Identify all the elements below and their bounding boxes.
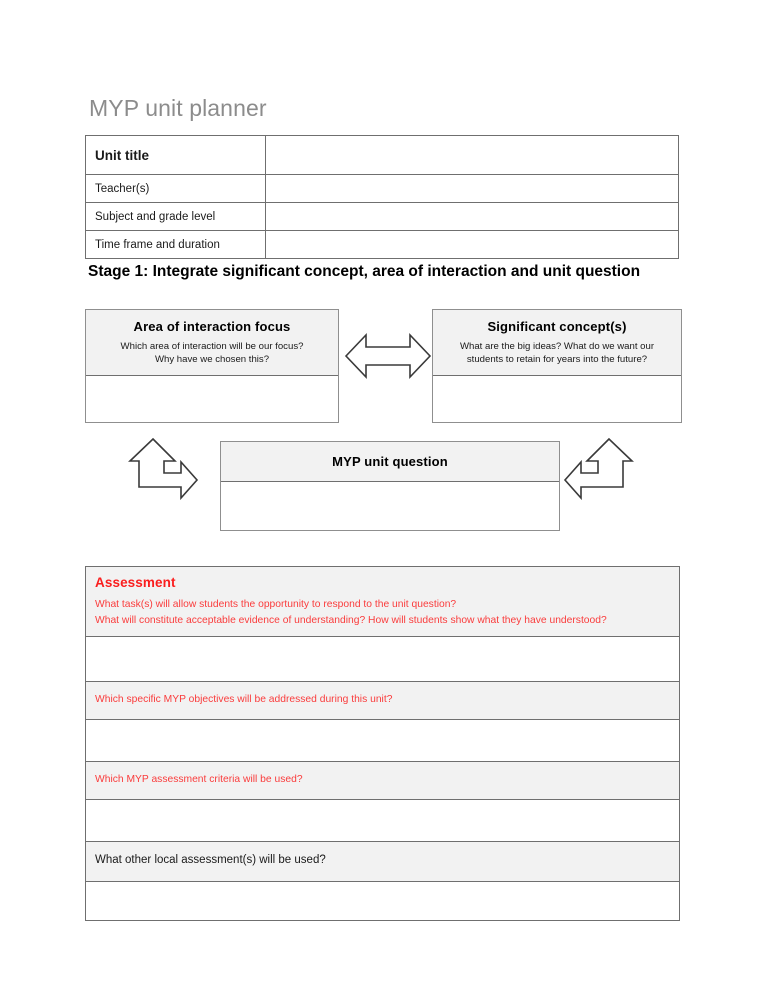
assessment-question-5: What other local assessment(s) will be used? (95, 854, 326, 866)
assessment-answer-4[interactable] (86, 881, 680, 920)
unit-info-table (85, 135, 679, 259)
area-of-interaction-title: Area of interaction focus (133, 319, 291, 334)
significant-concept-title: Significant concept(s) (487, 319, 627, 334)
table-row (86, 231, 679, 259)
table-row (86, 175, 679, 203)
myp-unit-question-answer[interactable] (221, 482, 559, 530)
page-title: MYP unit planner (89, 95, 267, 121)
myp-unit-question-box (220, 441, 560, 531)
area-of-interaction-subtitle-2: Why have we chosen this? (154, 353, 270, 365)
assessment-question-2: What will constitute acceptable evidence of understanding? How will students show what they have understood? (95, 614, 607, 626)
assessment-answer-1[interactable] (86, 636, 680, 681)
significant-concept-subtitle-1: What are the big ideas? What do we want our (459, 341, 655, 352)
table-row (86, 761, 680, 799)
unit-title-value[interactable] (266, 136, 679, 175)
table-row (86, 636, 680, 681)
table-row (86, 841, 680, 881)
assessment-heading: Assessment (95, 575, 176, 590)
area-of-interaction-header (86, 310, 338, 376)
assessment-prompt-cell-3 (86, 761, 680, 799)
assessment-question-1: What task(s) will allow students the opportunity to respond to the unit question? (95, 599, 457, 610)
bent-double-arrow-up-left-icon (563, 437, 635, 501)
stage-1-heading: Stage 1: Integrate significant concept, area of interaction and unit question (88, 263, 641, 280)
time-frame-value[interactable] (266, 231, 679, 259)
myp-unit-question-title: MYP unit question (221, 442, 559, 482)
assessment-question-3: Which specific MYP objectives will be addressed during this unit? (95, 693, 393, 705)
assessment-answer-2[interactable] (86, 719, 680, 761)
significant-concept-header (433, 310, 681, 376)
significant-concept-subtitle-2: students to retain for years into the future? (466, 353, 648, 365)
bent-double-arrow-up-right-icon (127, 437, 199, 501)
significant-concept-box (432, 309, 682, 423)
table-row (86, 881, 680, 920)
area-of-interaction-answer[interactable] (86, 376, 338, 422)
table-row (86, 799, 680, 841)
area-of-interaction-box (85, 309, 339, 423)
time-frame-label: Time frame and duration (86, 231, 266, 259)
significant-concept-answer[interactable] (433, 376, 681, 422)
table-row (86, 719, 680, 761)
assessment-answer-3[interactable] (86, 799, 680, 841)
table-row (86, 203, 679, 231)
teachers-label: Teacher(s) (86, 175, 266, 203)
table-row (86, 681, 680, 719)
assessment-prompt-cell-2 (86, 681, 680, 719)
assessment-prompt-cell-4 (86, 841, 680, 881)
table-row (86, 136, 679, 175)
subject-grade-value[interactable] (266, 203, 679, 231)
assessment-question-4: Which MYP assessment criteria will be used? (95, 773, 303, 785)
assessment-table (85, 566, 680, 921)
double-arrow-horizontal-icon (344, 330, 432, 382)
teachers-value[interactable] (266, 175, 679, 203)
unit-title-label: Unit title (86, 136, 266, 175)
assessment-prompt-cell-1 (86, 567, 680, 637)
table-row (86, 567, 680, 637)
area-of-interaction-subtitle-1: Which area of interaction will be our focus? (120, 341, 304, 352)
subject-grade-label: Subject and grade level (86, 203, 266, 231)
